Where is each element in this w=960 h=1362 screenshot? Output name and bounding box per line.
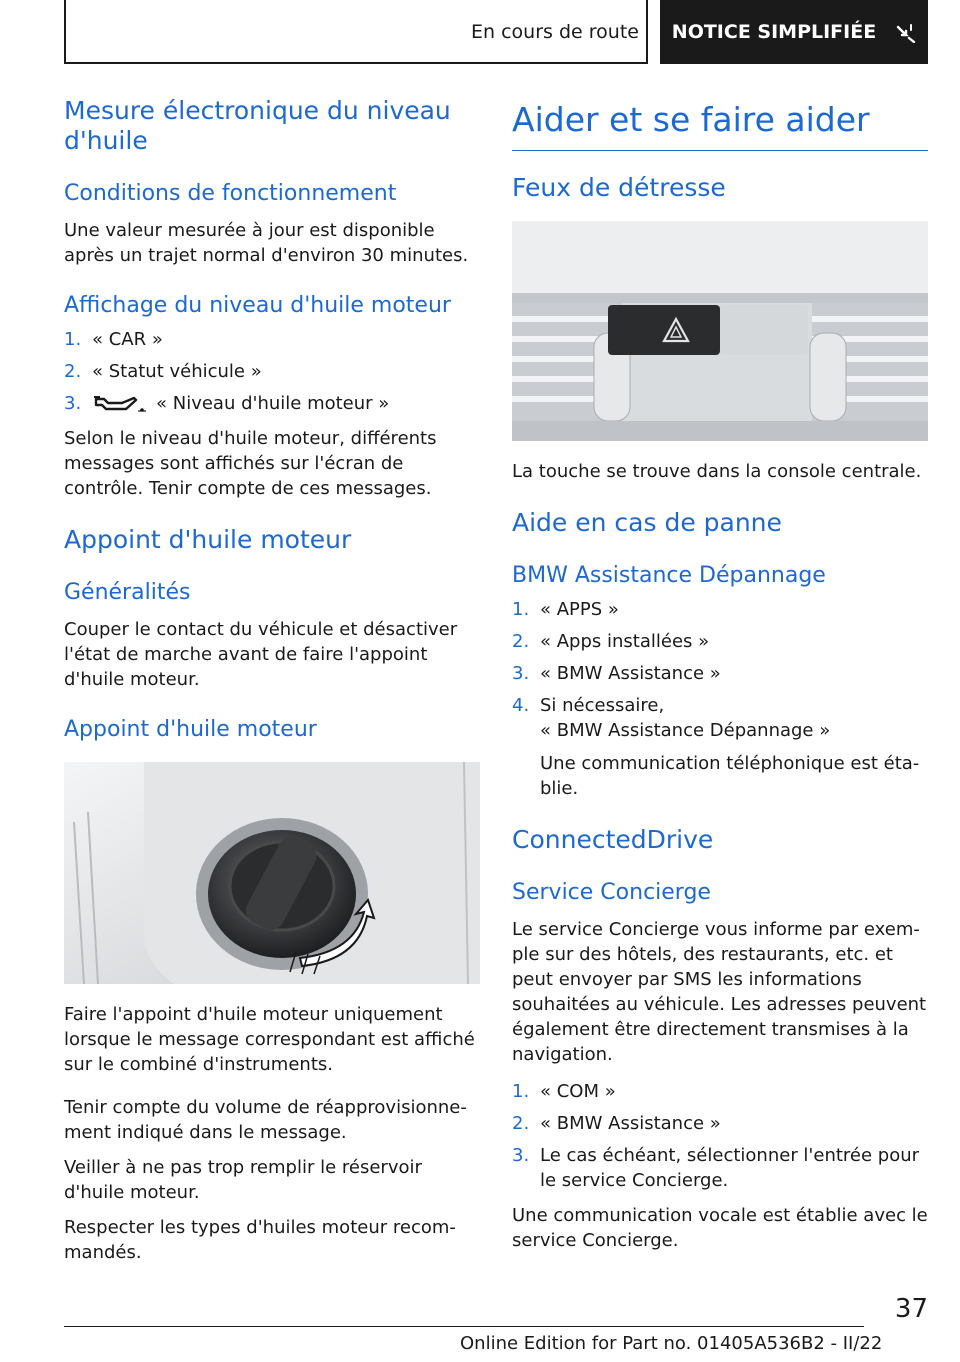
list-item: [512, 597, 928, 622]
step-number: 4.: [512, 695, 530, 716]
heading-oil-refill: Appoint d'huile moteur: [64, 525, 352, 554]
list-item: [512, 1079, 928, 1104]
footer-edition: Online Edition for Part no. 01405A536B2 - II/22: [460, 1333, 883, 1354]
heading-conditions: Conditions de fonctionnement: [64, 181, 397, 206]
step-text: « BMW Assistance »: [540, 663, 721, 684]
page-number: 37: [894, 1294, 928, 1324]
step-text: « CAR »: [92, 329, 163, 350]
heading-oil-display: Affichage du niveau d'huile moteur: [64, 293, 451, 318]
step-number: 3.: [512, 1145, 530, 1166]
paragraph-refill-3: Veiller à ne pas trop remplir le réservoir d'huile moteur.: [64, 1157, 422, 1203]
heading-help: Aider et se faire aider: [512, 100, 870, 139]
step-text: « Apps installées »: [540, 631, 710, 652]
paragraph-concierge-end: Une communication vocale est établie avec le service Concierge.: [512, 1205, 928, 1251]
page-header: [64, 0, 928, 64]
heading-oil-measurement: Mesure électronique du niveau d'huile: [64, 96, 451, 155]
heading-breakdown: Aide en cas de panne: [512, 508, 782, 537]
step-number: 3.: [64, 393, 82, 414]
step-text: « APPS »: [540, 599, 619, 620]
quick-guide-tab[interactable]: [660, 0, 928, 64]
step-text: Si nécessaire,: [540, 695, 665, 716]
section-tab-label: En cours de route: [471, 21, 639, 43]
footer-rule: [64, 1326, 864, 1327]
oil-can-icon: [92, 393, 148, 415]
step-note: Une communication téléphonique est établie.: [540, 753, 920, 799]
step-number: 2.: [512, 631, 530, 652]
paragraph-refill-1: Faire l'appoint d'huile moteur uniquement lorsque le message correspondant est affiché sur le combiné d'instruments.: [64, 1004, 475, 1075]
paragraph-hazard: La touche se trouve dans la console centrale.: [512, 461, 922, 482]
list-item: [512, 629, 928, 654]
header-rule-vertical: [64, 0, 66, 64]
right-column: [512, 96, 928, 1253]
oil-cap-illustration: [64, 762, 480, 984]
paragraph-refill-2: Tenir compte du volume de réapprovisionnement indiqué dans le message.: [64, 1097, 467, 1143]
step-text: Le cas échéant, sélectionner l'entrée pour le service Concierge.: [540, 1145, 920, 1191]
paragraph-conditions: Une valeur mesurée à jour est disponible après un trajet normal d'environ 30 minutes.: [64, 220, 469, 266]
list-item: [64, 359, 480, 384]
list-item: [512, 661, 928, 686]
heading-bmw-assistance: BMW Assistance Dépannage: [512, 563, 826, 588]
list-item: [512, 1111, 928, 1136]
quick-guide-label: NOTICE SIMPLIFIÉE: [671, 21, 877, 43]
list-item: [64, 327, 480, 352]
oil-display-steps: [64, 327, 480, 416]
arrow-icon: [894, 21, 916, 43]
list-item: [512, 1143, 928, 1193]
step-number: 2.: [64, 361, 82, 382]
heading-concierge: Service Concierge: [512, 880, 711, 905]
heading-rule: [512, 150, 928, 151]
paragraph-general: Couper le contact du véhicule et désactiver l'état de marche avant de faire l'appoint d'huile moteur.: [64, 619, 458, 690]
step-text: « Niveau d'huile moteur »: [156, 393, 390, 414]
hazard-console-illustration: [512, 221, 928, 441]
oil-filler-cap-image: [64, 762, 480, 984]
assistance-steps: [512, 597, 928, 801]
list-item: [64, 391, 480, 416]
step-number: 1.: [512, 599, 530, 620]
concierge-steps: [512, 1079, 928, 1193]
step-number: 2.: [512, 1113, 530, 1134]
step-number: 1.: [64, 329, 82, 350]
step-text: « COM »: [540, 1081, 616, 1102]
step-text-continued: « BMW Assistance Dépannage »: [540, 720, 831, 741]
list-item: [512, 693, 928, 801]
heading-general: Généralités: [64, 580, 191, 605]
paragraph-display: Selon le niveau d'huile moteur, différents messages sont affichés sur l'écran de contrôle. Tenir compte de ces messages.: [64, 428, 437, 499]
paragraph-refill-4: Respecter les types d'huiles moteur recommandés.: [64, 1217, 456, 1263]
step-number: 3.: [512, 663, 530, 684]
paragraph-concierge: Le service Concierge vous informe par exemple sur des hôtels, des restaurants, etc. et peut envoyer par SMS les informations souhaitées au véhicule. Les adresses peuvent également être directement transmises à la navigation.: [512, 919, 927, 1065]
heading-connecteddrive: ConnectedDrive: [512, 825, 714, 854]
heading-oil-refill-procedure: Appoint d'huile moteur: [64, 717, 317, 742]
left-column: [64, 96, 480, 1265]
hazard-switch-image: [512, 221, 928, 441]
step-number: 1.: [512, 1081, 530, 1102]
step-text: « BMW Assistance »: [540, 1113, 721, 1134]
heading-hazard-lights: Feux de détresse: [512, 173, 726, 202]
step-text: « Statut véhicule »: [92, 361, 262, 382]
section-tab[interactable]: [464, 0, 648, 64]
